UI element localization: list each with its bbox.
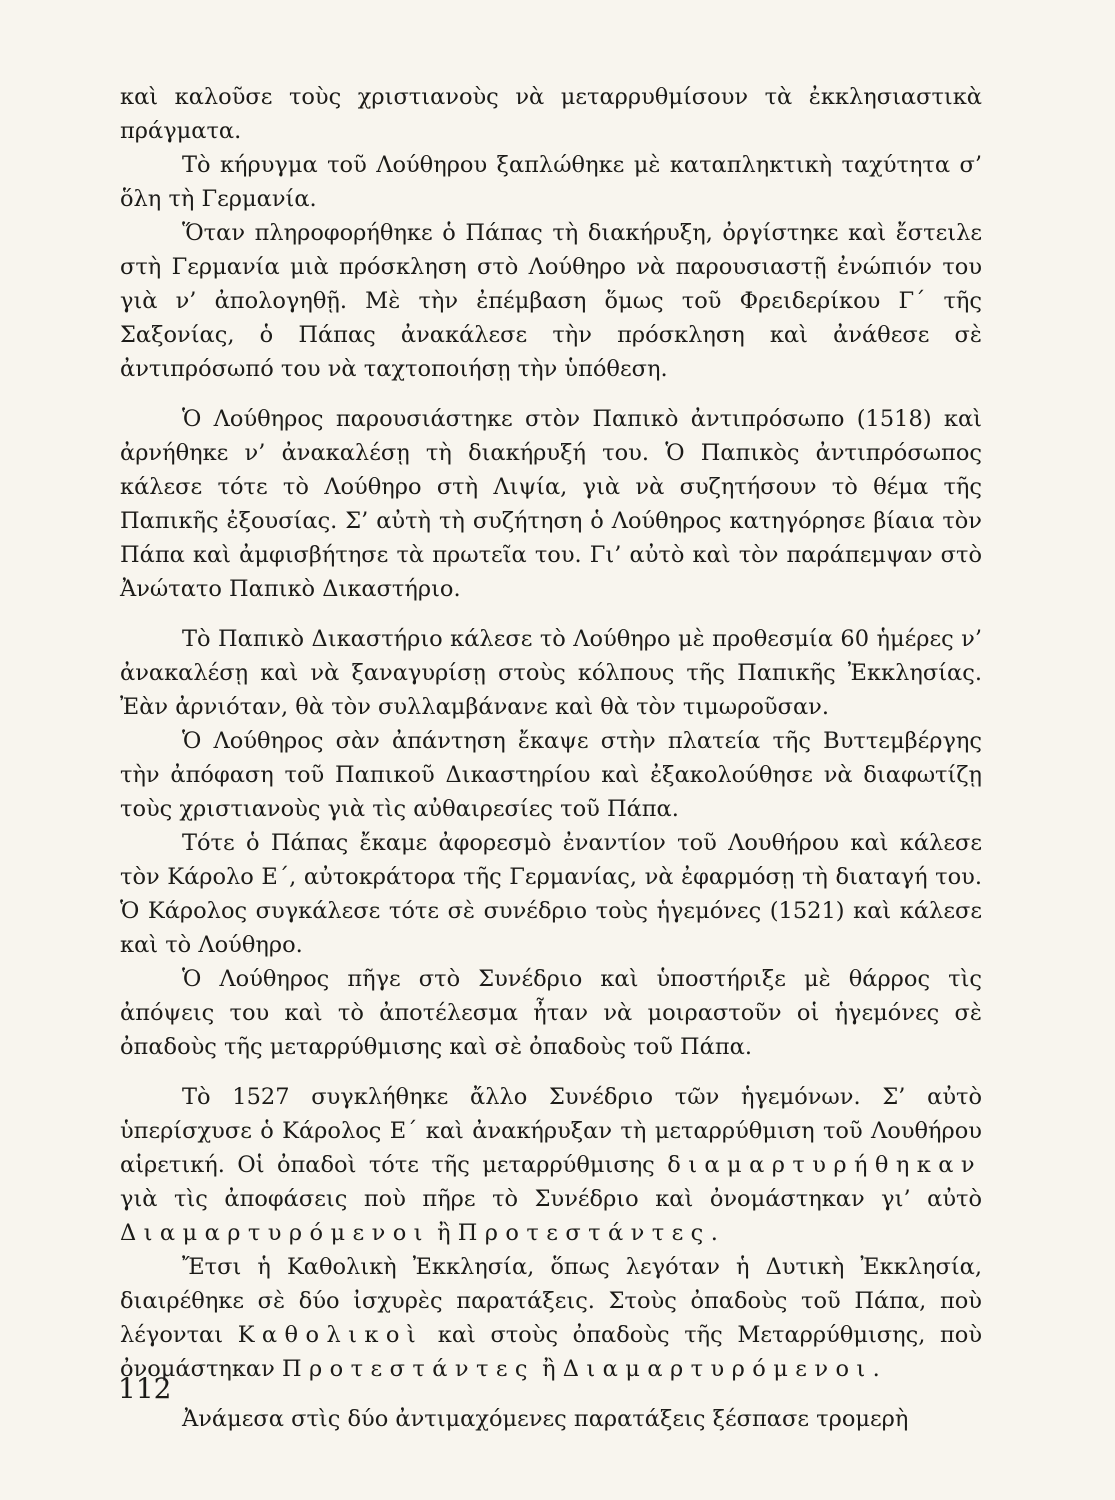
paragraph-1: καὶ καλοῦσε τοὺς χριστιανοὺς νὰ μεταρρυθμίσουν τὰ ἐκκλησιαστικὰ πράγματα.	[120, 84, 982, 144]
paragraph-9	[120, 1080, 982, 1250]
paragraph-10-text-a: Ἔτσι ἡ Καθολικὴ Ἐκκλησία, ὅπως λεγόταν ἡ Δυτικὴ Ἐκκλησία, διαιρέθηκε σὲ δύο ἰσχυρὲς παρατάξεις. Στοὺς ὀπαδοὺς τοῦ Πάπα, ποὺ λέγονται	[120, 1254, 982, 1348]
spaced-word-diamartyrithikan: διαμαρτυρήθηκαν	[667, 1152, 982, 1178]
paragraph-10-text-b: καὶ στοὺς ὀπαδοὺς τῆς Μεταρρύθμισης, ποὺ ὀνομάστηκαν	[120, 1322, 983, 1382]
spaced-word-katholikoi: Καθολικοὶ	[237, 1322, 424, 1348]
paragraph-2: Τὸ κήρυγμα τοῦ Λούθηρου ξαπλώθηκε μὲ καταπληκτικὴ ταχύτητα σ’ ὅλη τὴ Γερμανία.	[120, 152, 982, 212]
body-text	[120, 80, 982, 1436]
paragraph-3: Ὅταν πληροφορήθηκε ὁ Πάπας τὴ διακήρυξη, ὀργίστηκε καὶ ἔστειλε στὴ Γερμανία μιὰ πρόσκληση στὸ Λούθηρο νὰ παρουσιαστῇ ἐνώπιόν του γιὰ ν’ ἀπολογηθῇ. Μὲ τὴν ἐπέμβαση ὅμως τοῦ Φρειδερίκου Γ΄ τῆς Σαξονίας, ὁ Πάπας ἀνακάλεσε τὴν πρόσκληση καὶ ἀνάθεσε σὲ ἀντιπρόσωπό του νὰ ταχτοποιήσῃ τὴν ὑπόθεση.	[120, 220, 982, 382]
page-number: 112	[118, 1372, 172, 1405]
paragraph-7: Τότε ὁ Πάπας ἔκαμε ἀφορεσμὸ ἐναντίον τοῦ Λουθήρου καὶ κάλεσε τὸν Κάρολο Ε΄, αὐτοκράτορα τῆς Γερμανίας, νὰ ἐφαρμόσῃ τὴ διαταγή του. Ὁ Κάρολος συγκάλεσε τότε σὲ συνέδριο τοὺς ἡγεμόνες (1521) καὶ κάλεσε καὶ τὸ Λούθηρο.	[120, 830, 982, 958]
paragraph-10-text-c: ἢ	[542, 1356, 556, 1382]
spaced-word-protestantes-2: Προτεστάντες	[281, 1356, 535, 1382]
paragraph-9-text-a: Τὸ 1527 συγκλήθηκε ἄλλο Συνέδριο τῶν ἡγεμόνων. Σ’ αὐτὸ ὑπερίσχυσε ὁ Κάρολος Ε΄ καὶ ἀνακήρυξαν τὴ μεταρρύθμιση τοῦ Λουθήρου αἱρετική. Οἱ ὀπαδοὶ τότε τῆς μεταρρύθμισης	[120, 1084, 982, 1178]
paragraph-6: Ὁ Λούθηρος σὰν ἀπάντηση ἔκαψε στὴν πλατεία τῆς Βυττεμβέργης τὴν ἀπόφαση τοῦ Παπικοῦ Δικαστηρίου καὶ ἐξακολούθησε νὰ διαφωτίζῃ τοὺς χριστιανοὺς γιὰ τὶς αὐθαιρεσίες τοῦ Πάπα.	[120, 728, 982, 822]
spaced-word-diamartyromenoi: Διαμαρτυρόμενοι	[120, 1220, 430, 1246]
paragraph-11: Ἀνάμεσα στὶς δύο ἀντιμαχόμενες παρατάξεις ξέσπασε τρομερὴ	[182, 1406, 909, 1432]
spaced-word-protestantes: Προτεστάντες.	[457, 1220, 726, 1246]
paragraph-4: Ὁ Λούθηρος παρουσιάστηκε στὸν Παπικὸ ἀντιπρόσωπο (1518) καὶ ἀρνήθηκε ν’ ἀνακαλέσῃ τὴ διακήρυξή του. Ὁ Παπικὸς ἀντιπρόσωπος κάλεσε τότε τὸ Λούθηρο στὴ Λιψία, γιὰ νὰ συζητήσουν τὸ θέμα τῆς Παπικῆς ἐξουσίας. Σ’ αὐτὴ τὴ συζήτηση ὁ Λούθηρος κατηγόρησε βίαια τὸν Πάπα καὶ ἀμφισβήτησε τὰ πρωτεῖα του. Γι’ αὐτὸ καὶ τὸν παράπεμψαν στὸ Ἀνώτατο Παπικὸ Δικαστήριο.	[120, 406, 982, 602]
paragraph-10	[120, 1250, 982, 1386]
paragraph-5: Τὸ Παπικὸ Δικαστήριο κάλεσε τὸ Λούθηρο μὲ προθεσμία 60 ἡμέρες ν’ ἀνακαλέσῃ καὶ νὰ ξαναγυρίσῃ στοὺς κόλπους τῆς Παπικῆς Ἐκκλησίας. Ἐὰν ἀρνιόταν, θὰ τὸν συλλαμβάνανε καὶ θὰ τὸν τιμωροῦσαν.	[120, 626, 982, 720]
spaced-word-diamartyromenoi-2: Διαμαρτυρόμενοι.	[562, 1356, 888, 1382]
paragraph-8: Ὁ Λούθηρος πῆγε στὸ Συνέδριο καὶ ὑποστήριξε μὲ θάρρος τὶς ἀπόψεις του καὶ τὸ ἀποτέλεσμα ἦταν νὰ μοιραστοῦν οἱ ἡγεμόνες σὲ ὀπαδοὺς τῆς μεταρρύθμισης καὶ σὲ ὀπαδοὺς τοῦ Πάπα.	[120, 966, 982, 1060]
paragraph-9-text-b: γιὰ τὶς ἀποφάσεις ποὺ πῆρε τὸ Συνέδριο καὶ ὀνομάστηκαν γι’ αὐτὸ	[120, 1186, 982, 1212]
paragraph-9-text-c: ἢ	[437, 1220, 451, 1246]
